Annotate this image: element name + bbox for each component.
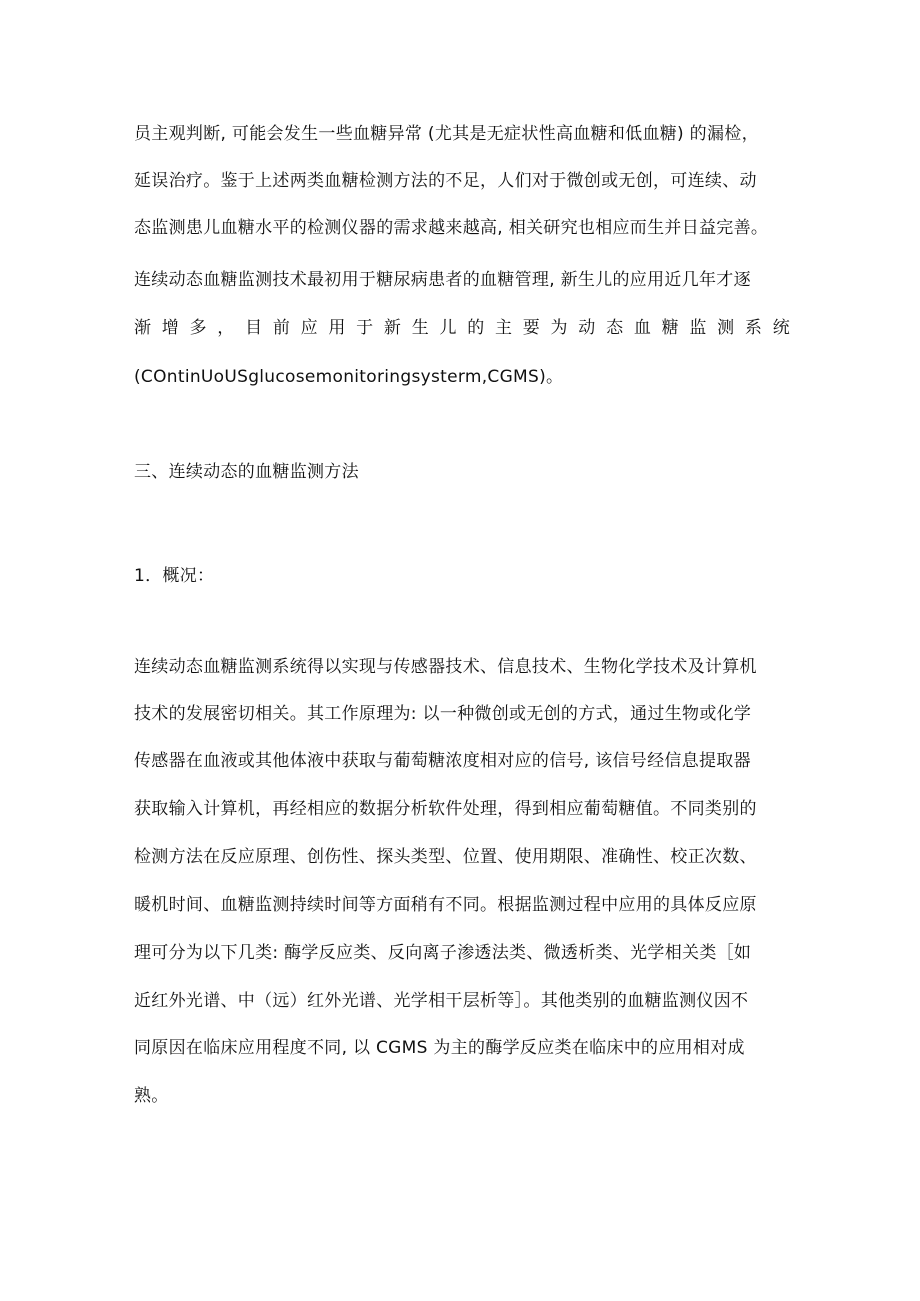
paragraph1-line-4: 连续动态血糖监测技术最初用于糖尿病患者的血糖管理, 新生儿的应用近几年才逐 — [134, 270, 751, 290]
paragraph2-line-6: 暖机时间、血糖监测持续时间等方面稍有不同。根据监测过程中应用的具体反应原 — [134, 895, 757, 915]
subheading: 1．概况： — [134, 566, 215, 586]
paragraph2-line-9: 同原因在临床应用程度不同, 以 CGMS 为主的酶学反应类在临床中的应用相对成 — [134, 1038, 745, 1058]
paragraph1-line-5: 渐 增 多 ， 目 前 应 用 于 新 生 儿 的 主 要 为 动 态 血 糖 监 测 系 统 — [134, 318, 790, 338]
paragraph2-line-2: 技术的发展密切相关。其工作原理为: 以一种微创或无创的方式，通过生物或化学 — [134, 704, 752, 724]
paragraph2-line-4: 获取输入计算机，再经相应的数据分析软件处理，得到相应葡萄糖值。不同类别的 — [134, 799, 757, 819]
paragraph1-line-6: (COntinUoUSglucosemonitoringsysterm,CGMS)。 — [134, 367, 564, 387]
paragraph2-line-3: 传感器在血液或其他体液中获取与葡萄糖浓度相对应的信号, 该信号经信息提取器 — [134, 751, 751, 771]
paragraph1-line-3: 态监测患儿血糖水平的检测仪器的需求越来越高, 相关研究也相应而生并日益完善。 — [134, 218, 769, 238]
paragraph1-line-2: 延误治疗。鉴于上述两类血糖检测方法的不足，人们对于微创或无创，可连续、动 — [134, 171, 757, 191]
paragraph2-line-5: 检测方法在反应原理、创伤性、探头类型、位置、使用期限、准确性、校正次数、 — [134, 847, 757, 867]
paragraph2-line-10: 熟。 — [134, 1086, 169, 1106]
section-heading: 三、连续动态的血糖监测方法 — [134, 462, 359, 482]
paragraph2-line-1: 连续动态血糖监测系统得以实现与传感器技术、信息技术、生物化学技术及计算机 — [134, 657, 757, 677]
paragraph1-line-1: 员主观判断, 可能会发生一些血糖异常 (尤其是无症状性高血糖和低血糖) 的漏检， — [134, 124, 759, 144]
paragraph2-line-8: 近红外光谱、中（远）红外光谱、光学相干层析等］。其他类别的血糖监测仪因不 — [134, 991, 749, 1011]
paragraph2-line-7: 理可分为以下几类: 酶学反应类、反向离子渗透法类、微透析类、光学相关类［如 — [134, 943, 752, 963]
